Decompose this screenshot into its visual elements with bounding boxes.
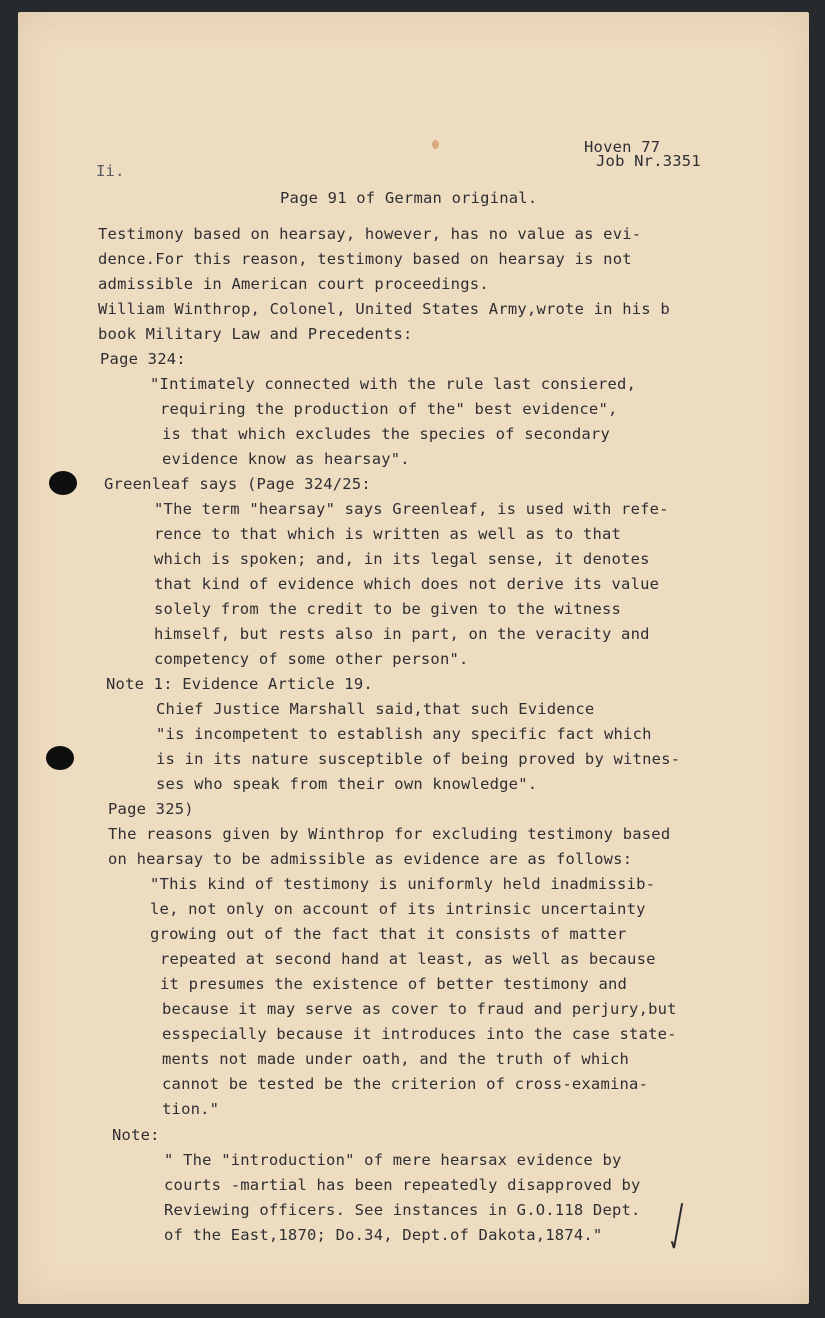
quote-line: "The term "hearsay" says Greenleaf, is used with refe-: [154, 500, 669, 518]
quote-line: rence to that which is written as well as to that: [154, 525, 622, 543]
quote-line: evidence know as hearsay".: [162, 450, 410, 468]
quote-line: ses who speak from their own knowledge".: [156, 775, 538, 793]
text-line: book Military Law and Precedents:: [98, 325, 413, 343]
page-title: Page 91 of German original.: [280, 189, 538, 207]
text-line: admissible in American court proceedings.: [98, 275, 489, 293]
quote-line: himself, but rests also in part, on the veracity and: [154, 625, 650, 643]
quote-line: tion.": [162, 1100, 220, 1118]
quote-line: competency of some other person".: [154, 650, 469, 668]
text-line: dence.For this reason, testimony based on hearsay is not: [98, 250, 632, 268]
quote-line: requiring the production of the" best evidence",: [160, 400, 618, 418]
quote-line: esspecially because it introduces into the case state-: [162, 1025, 677, 1043]
document-reference-1: Hoven 77: [584, 138, 661, 156]
quote-line: growing out of the fact that it consists of matter: [150, 925, 627, 943]
punch-hole-bottom: [46, 746, 74, 770]
quote-line: ments not made under oath, and the truth of which: [162, 1050, 630, 1068]
document-reference-2: Job Nr.3351: [596, 152, 701, 170]
quote-line: " The "introduction" of mere hearsax evidence by: [164, 1151, 622, 1169]
quote-line: Reviewing officers. See instances in G.O.118 Dept.: [164, 1201, 641, 1219]
quote-line: is in its nature susceptible of being proved by witnes-: [156, 750, 681, 768]
quote-line: "This kind of testimony is uniformly held inadmissib-: [150, 875, 656, 893]
quote-line: "Intimately connected with the rule last consiered,: [150, 375, 637, 393]
text-line: Note 1: Evidence Article 19.: [106, 675, 373, 693]
quote-line: cannot be tested be the criterion of cross-examina-: [162, 1075, 649, 1093]
text-line: Page 324:: [100, 350, 186, 368]
punch-hole-top: [49, 471, 77, 495]
quote-line: it presumes the existence of better testimony and: [160, 975, 628, 993]
page-marker: Ii.: [96, 162, 125, 180]
quote-line: repeated at second hand at least, as well as because: [160, 950, 656, 968]
text-line: William Winthrop, Colonel, United States Army,wrote in his b: [98, 300, 670, 318]
text-line: Testimony based on hearsay, however, has no value as evi-: [98, 225, 642, 243]
text-line: Greenleaf says (Page 324/25:: [104, 475, 371, 493]
quote-line: solely from the credit to be given to the witness: [154, 600, 622, 618]
quote-line: that kind of evidence which does not derive its value: [154, 575, 660, 593]
quote-line: le, not only on account of its intrinsic uncertainty: [150, 900, 646, 918]
quote-line: is that which excludes the species of secondary: [162, 425, 610, 443]
text-line: on hearsay to be admissible as evidence are as follows:: [108, 850, 633, 868]
document-page: [18, 12, 809, 1304]
quote-line: Chief Justice Marshall said,that such Evidence: [156, 700, 595, 718]
paper-speck: [432, 140, 439, 149]
handwritten-check-mark: [668, 1202, 688, 1252]
text-line: The reasons given by Winthrop for excluding testimony based: [108, 825, 671, 843]
quote-line: of the East,1870; Do.34, Dept.of Dakota,1874.": [164, 1226, 603, 1244]
text-line: Page 325): [108, 800, 194, 818]
quote-line: because it may serve as cover to fraud and perjury,but: [162, 1000, 677, 1018]
quote-line: courts -martial has been repeatedly disapproved by: [164, 1176, 641, 1194]
quote-line: "is incompetent to establish any specific fact which: [156, 725, 652, 743]
quote-line: which is spoken; and, in its legal sense, it denotes: [154, 550, 650, 568]
text-line: Note:: [112, 1126, 160, 1144]
